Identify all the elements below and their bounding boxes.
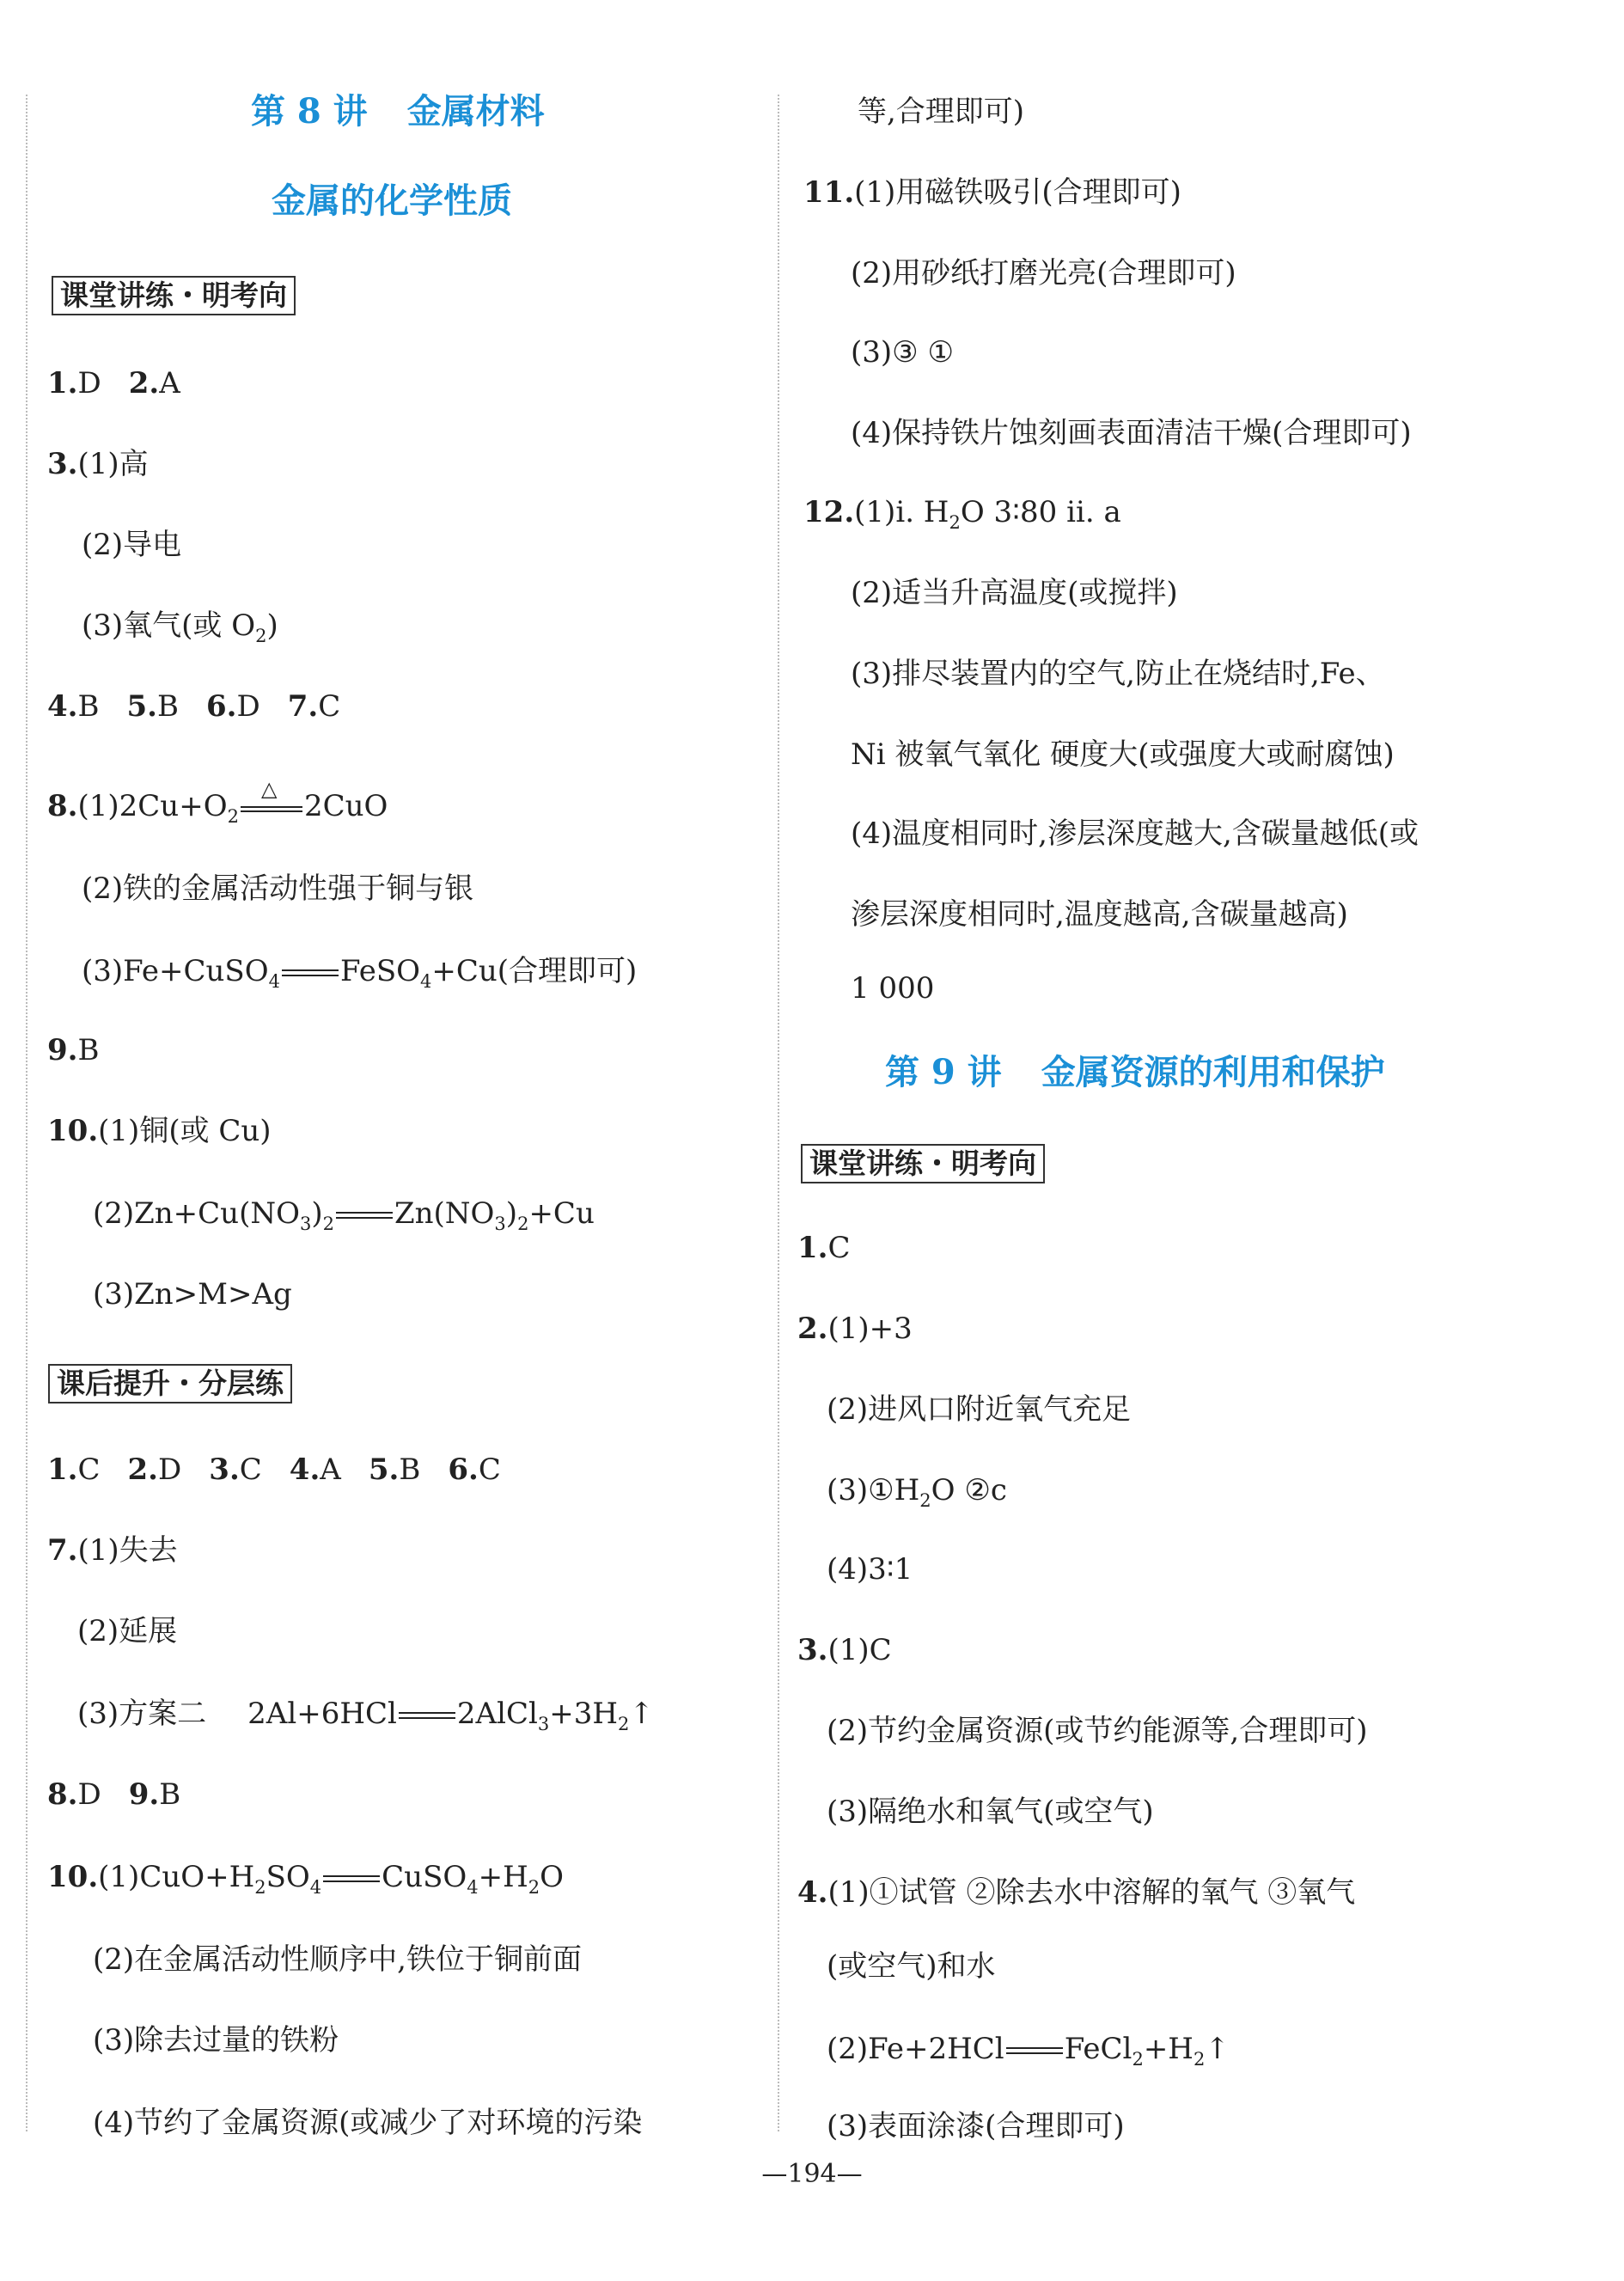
- answer-line: (2)适当升高温度(或搅拌): [851, 576, 1178, 610]
- answer-line: (或空气)和水: [827, 1949, 996, 1984]
- answer-line: 2.(1)+3: [797, 1312, 913, 1346]
- answer-line: 11.(1)用磁铁吸引(合理即可): [803, 175, 1181, 210]
- answer-line: (3)表面涂漆(合理即可): [827, 2109, 1125, 2143]
- answer-line: (3)③ ①: [851, 335, 954, 370]
- section-subtitle: 金属的化学性质: [272, 180, 512, 221]
- answer-line: 等,合理即可): [858, 95, 1025, 129]
- page-number: —194—: [761, 2159, 863, 2189]
- answer-line: (2)用砂纸打磨光亮(合理即可): [851, 256, 1236, 290]
- answer-line: 3.(1)高: [47, 447, 149, 481]
- equals-sign: [334, 1195, 394, 1232]
- answer-line: (4)温度相同时,渗层深度越大,含碳量越低(或: [851, 816, 1419, 851]
- answer-line: (3)Zn>M>Ag: [93, 1277, 292, 1312]
- answer-line: (3)排尽装置内的空气,防止在烧结时,Fe、: [851, 657, 1385, 691]
- answer-line: 4.(1)①试管 ②除去水中溶解的氧气 ③氧气: [797, 1875, 1356, 1910]
- answer-line: (2)导电: [82, 528, 182, 562]
- lesson-9-title: 第 9 讲 金属资源的利用和保护: [885, 1052, 1385, 1092]
- answer-line: 8.D 9.B: [47, 1777, 181, 1812]
- answer-line: (4)3∶1: [827, 1552, 913, 1587]
- answer-line: (2)延展: [77, 1614, 178, 1648]
- column-divider: [778, 95, 779, 2131]
- equals-sign: [321, 1858, 382, 1896]
- section-box-label: 课后提升・分层练: [48, 1364, 292, 1403]
- left-margin-line: [26, 95, 27, 2131]
- answer-line: (2)Fe+2HCl $FeCl_2+H_2↑$: [827, 2032, 1230, 2070]
- answer-line: (2)在金属活动性顺序中,铁位于铜前面: [93, 1942, 582, 1977]
- answer-line: (3)Fe+CuSO$_4$ FeSO$_4$+Cu(合理即可): [82, 954, 638, 992]
- answer-line: $(2)Zn+Cu(NO_3)_2$ $Zn(NO_3)_2+Cu$: [93, 1196, 595, 1234]
- answer-line: (3)氧气(或 $O_2$): [82, 608, 278, 646]
- answer-line: $10.(1)CuO+H_2SO_4$ $CuSO_4+H_2O$: [47, 1860, 565, 1898]
- answer-line: (4)保持铁片蚀刻画表面清洁干燥(合理即可): [851, 416, 1412, 450]
- heat-condition-sign: △: [239, 787, 304, 825]
- equals-sign: [397, 1695, 457, 1733]
- answer-line: 1 000: [851, 971, 935, 1006]
- answer-line: (2)进风口附近氧气充足: [827, 1392, 1132, 1427]
- equals-sign: [1004, 2030, 1065, 2068]
- answer-line: 7.(1)失去: [47, 1533, 178, 1568]
- answer-line: (3)隔绝水和氧气(或空气): [827, 1795, 1154, 1829]
- answer-line: (3)方案二 2Al+6HCl $2AlCl_3+3H_2↑$: [77, 1697, 654, 1734]
- answer-line: $8.(1)2Cu+O_2$ △ 2CuO: [47, 777, 388, 827]
- answer-line: 1.D 2.A: [47, 366, 180, 401]
- answer-line: 4.B 5.B 6.D 7.C: [47, 689, 341, 724]
- answer-line: (3)除去过量的铁粉: [93, 2023, 339, 2058]
- answer-line: (2)铁的金属活动性强于铜与银: [82, 871, 474, 906]
- answer-line: $(3)①H_2O$ ②c: [827, 1473, 1007, 1511]
- answer-line: 3.(1)C: [797, 1633, 892, 1667]
- answer-line: 渗层深度相同时,温度越高,含碳量越高): [851, 897, 1348, 932]
- answer-line: 1.C 2.D 3.C 4.A 5.B 6.C: [47, 1452, 501, 1487]
- answer-line: 10.(1)铜(或 Cu): [47, 1114, 272, 1148]
- answer-line: 1.C: [797, 1231, 851, 1265]
- answer-line: (4)节约了金属资源(或减少了对环境的污染: [93, 2106, 643, 2140]
- answer-line: 9.B: [47, 1033, 100, 1067]
- lesson-8-title: 第 8 讲 金属材料: [251, 91, 545, 131]
- section-box-label: 课堂讲练・明考向: [801, 1144, 1045, 1183]
- answer-line: (2)节约金属资源(或节约能源等,合理即可): [827, 1714, 1368, 1748]
- answer-line: Ni 被氧气氧化 硬度大(或强度大或耐腐蚀): [851, 737, 1395, 772]
- equals-sign: [280, 952, 340, 990]
- section-box-label: 课堂讲练・明考向: [52, 276, 296, 315]
- answer-line: 12.(1)ⅰ. $H_2O$ 3∶80 ⅱ. a: [803, 495, 1121, 533]
